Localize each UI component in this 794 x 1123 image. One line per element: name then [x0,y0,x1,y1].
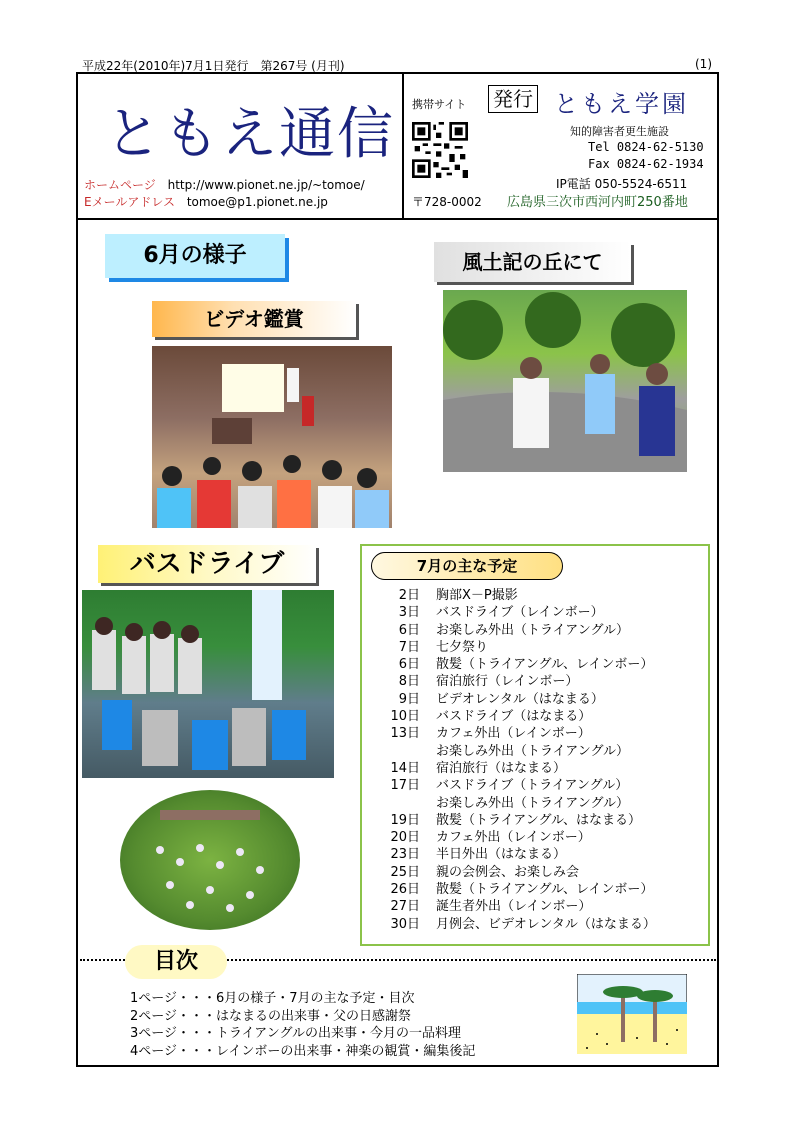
email-address[interactable]: tomoe@p1.pionet.ne.jp [186,195,328,209]
toc-item: 2ページ・・・はなまるの出来事・父の日感謝祭 [130,1008,412,1024]
email-label: Eメールアドレス [84,195,175,209]
schedule-day: 27日 [390,899,420,915]
july-schedule-title: 7月の主な予定 [371,552,563,580]
schedule-list [382,587,702,933]
schedule-day: 8日 [398,674,420,690]
schedule-row [382,916,702,933]
schedule-event: 胸部X－P撮影 [436,588,518,603]
schedule-row [382,639,702,656]
schedule-row [382,604,702,621]
newsletter-title: ともえ通信 [105,102,395,167]
july-schedule-box [360,544,710,946]
schedule-row [382,725,702,742]
schedule-event: バスドライブ（はなまる） [436,709,592,725]
qr-code-icon [412,122,468,178]
schedule-event: 半日外出（はなまる） [436,847,567,863]
schedule-day: 6日 [398,657,420,673]
schedule-day: 17日 [390,778,420,794]
issuer-box: 発行 [488,85,538,113]
schedule-row [382,777,702,794]
page-number: (1) [695,57,712,71]
schedule-day: 25日 [390,864,420,880]
schedule-day: 13日 [390,726,420,742]
schedule-row [382,743,702,760]
schedule-event: カフェ外出（レインボー） [436,726,591,742]
schedule-day: 7日 [398,639,420,655]
june-section-title: 6月の様子 [105,234,285,278]
postal-code: 〒728-0002 [412,195,482,209]
schedule-row [382,708,702,725]
toc-item: 4ページ・・・レインボーの出来事・神楽の観賞・編集後記 [130,1043,476,1059]
schedule-day: 14日 [390,760,420,776]
schedule-day: 23日 [390,847,420,863]
schedule-row [382,864,702,881]
schedule-row [382,812,702,829]
mobile-site-label: 携帯サイト [412,98,467,111]
video-section-title: ビデオ鑑賞 [152,301,356,337]
schedule-day: 9日 [398,691,420,707]
video-viewing-photo [152,346,392,528]
bus-drive-section-title: バスドライブ [98,545,316,583]
iris-garden-photo [120,790,300,930]
schedule-day: 2日 [398,588,420,603]
schedule-row [382,846,702,863]
homepage-label: ホームページ [84,178,156,192]
issuer-name: ともえ学園 [554,90,689,118]
schedule-event: 七夕祭り [436,639,489,655]
schedule-day: 26日 [390,882,420,898]
schedule-day: 10日 [390,709,420,725]
schedule-event: お楽しみ外出（トライアングル） [436,795,630,811]
schedule-row [382,881,702,898]
header-vertical-divider [402,72,404,219]
schedule-day [382,743,436,760]
schedule-event: 散髪（トライアングル、レインボー） [436,882,654,898]
fax-number: Fax 0824-62-1934 [588,157,704,171]
schedule-day: 20日 [390,830,420,846]
schedule-day: 19日 [390,812,420,828]
bus-drive-photo [82,590,334,778]
schedule-row [382,622,702,639]
schedule-day [382,795,436,812]
schedule-event: バスドライブ（トライアングル） [436,778,629,794]
address: 広島県三次市西河内町250番地 [507,195,688,210]
homepage-url[interactable]: http://www.pionet.ne.jp/~tomoe/ [167,178,365,192]
schedule-event: 宿泊旅行（レインボー） [436,674,579,690]
issue-date-number: 平成22年(2010年)7月1日発行 第267号 (月刊) [82,59,345,73]
schedule-row [382,691,702,708]
tel-number: Tel 0824-62-5130 [588,140,704,154]
fudoki-section-title: 風土記の丘にて [434,242,631,282]
schedule-day: 3日 [398,605,420,621]
schedule-row [382,673,702,690]
header-divider [76,218,719,220]
schedule-row [382,829,702,846]
fudoki-hill-photo [443,290,687,472]
toc-title: 目次 [125,945,227,979]
schedule-event: 親の会例会、お楽しみ会 [436,864,580,880]
schedule-event: お楽しみ外出（トライアングル） [436,743,630,759]
schedule-event: カフェ外出（レインボー） [436,830,591,846]
schedule-event: バスドライブ（レインボー） [436,605,604,621]
schedule-day: 30日 [390,916,420,932]
schedule-event: 宿泊旅行（はなまる） [436,760,567,776]
schedule-event: 散髪（トライアングル、レインボー） [436,657,654,673]
schedule-row [382,760,702,777]
schedule-row [382,795,702,812]
schedule-event: 誕生者外出（レインボー） [436,899,592,915]
toc-list [130,990,475,1060]
schedule-event: 散髪（トライアングル、はなまる） [436,812,642,828]
schedule-row [382,656,702,673]
schedule-event: お楽しみ外出（トライアングル） [436,622,630,638]
toc-item: 3ページ・・・トライアングルの出来事・今月の一品料理 [130,1026,462,1041]
schedule-event: ビデオレンタル（はなまる） [436,691,604,707]
beach-palm-illustration [577,974,687,1054]
schedule-row [382,587,702,604]
schedule-event: 月例会、ビデオレンタル（はなまる） [436,916,656,932]
facility-type: 知的障害者更生施設 [570,125,669,138]
homepage-line [84,176,365,193]
ip-phone: IP電話 050-5524-6511 [556,177,688,191]
toc-item: 1ページ・・・6月の様子・7月の主な予定・目次 [130,991,415,1006]
schedule-day: 6日 [398,622,420,638]
email-line [84,193,328,210]
schedule-row [382,898,702,915]
